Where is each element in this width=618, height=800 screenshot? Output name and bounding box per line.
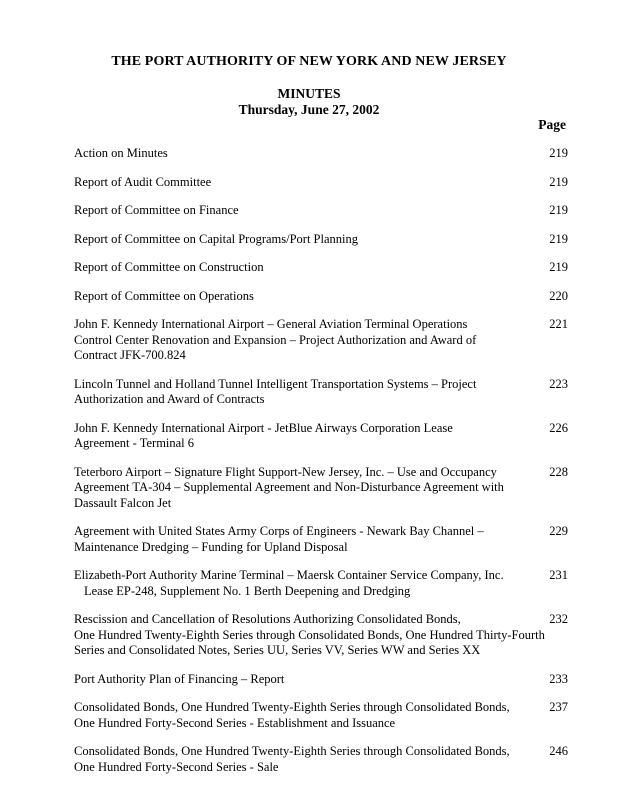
toc-entry-page-number: 223 [549, 376, 568, 391]
toc-entry-line: One Hundred Twenty-Eighth Series through Consolidated Bonds, One Hundred Thirty-Fourth [74, 627, 545, 642]
minutes-title: MINUTES [277, 86, 341, 101]
toc-entry-line: Contract JFK-700.824 [74, 348, 186, 362]
toc-entry-line: Series and Consolidated Notes, Series UU, Series VV, Series WW and Series XX [74, 643, 481, 657]
toc-entry-title [74, 317, 524, 364]
toc-entry-line: Agreement with United States Army Corps of Engineers - Newark Bay Channel – [74, 524, 484, 538]
toc-entry [74, 612, 568, 659]
toc-entry-title [74, 744, 524, 775]
toc-entry-title [74, 465, 524, 512]
toc-entry [74, 377, 568, 408]
toc-entry [74, 260, 568, 276]
toc-entry-line: Action on Minutes [74, 146, 168, 160]
toc-entry-title [74, 700, 524, 731]
toc-entry [74, 175, 568, 191]
toc-entry-line: Report of Committee on Construction [74, 260, 264, 274]
toc-entry-line: Report of Audit Committee [74, 174, 212, 189]
toc-entry-page-number: 231 [549, 568, 568, 582]
toc-entry-line: Elizabeth-Port Authority Marine Terminal – Maersk Container Service Company, Inc. [74, 568, 504, 582]
toc-entry-title [74, 568, 524, 599]
toc-entry-title [74, 203, 524, 219]
toc-entry-page-number: 237 [549, 700, 568, 714]
toc-entry [74, 744, 568, 775]
toc-entry-title [74, 289, 524, 305]
toc-entry-page-number: 219 [549, 231, 568, 246]
toc-entry-page-number: 219 [549, 203, 568, 217]
toc-entry-line: Authorization and Award of Contracts [74, 392, 265, 406]
toc-entry [74, 289, 568, 305]
toc-entry [74, 672, 568, 688]
toc-entry-title [74, 146, 524, 162]
toc-entry-line: John F. Kennedy International Airport – General Aviation Terminal Operations [74, 317, 468, 331]
toc-entry-title [74, 260, 524, 276]
toc-entry [74, 524, 568, 555]
toc-entry-title [74, 612, 545, 659]
toc-entry-line: Rescission and Cancellation of Resolutions Authorizing Consolidated Bonds, [74, 612, 461, 626]
table-of-contents [74, 146, 568, 788]
toc-entry-page-number: 246 [549, 744, 568, 758]
toc-entry [74, 465, 568, 512]
toc-entry-line: Dassault Falcon Jet [74, 495, 172, 510]
organization-title: THE PORT AUTHORITY OF NEW YORK AND NEW JERSEY [111, 54, 507, 69]
meeting-date: Thursday, June 27, 2002 [238, 102, 380, 117]
toc-entry [74, 203, 568, 219]
toc-entry [74, 232, 568, 248]
toc-entry-page-number: 229 [549, 524, 568, 538]
toc-entry-page-number: 226 [549, 420, 568, 435]
toc-entry-line: Agreement TA-304 – Supplemental Agreement and Non-Disturbance Agreement with [74, 480, 504, 494]
toc-entry-title [74, 421, 524, 452]
toc-entry-line: Consolidated Bonds, One Hundred Twenty-Eighth Series through Consolidated Bonds, [74, 700, 510, 714]
toc-entry-line: Lease EP-248, Supplement No. 1 Berth Deepening and Dredging [84, 583, 411, 598]
toc-entry-line: Consolidated Bonds, One Hundred Twenty-Eighth Series through Consolidated Bonds, [74, 744, 510, 758]
toc-entry-title [74, 672, 524, 688]
toc-entry-line: One Hundred Forty-Second Series - Establishment and Issuance [74, 715, 396, 730]
toc-entry-page-number: 220 [549, 288, 568, 303]
toc-entry-line: Port Authority Plan of Financing – Report [74, 671, 285, 686]
toc-entry-title [74, 232, 524, 248]
toc-entry-title [74, 524, 524, 555]
toc-entry-line: Lincoln Tunnel and Holland Tunnel Intelligent Transportation Systems – Project [74, 376, 477, 391]
toc-entry [74, 568, 568, 599]
toc-entry-page-number: 228 [549, 464, 568, 479]
page-column-header: Page [538, 117, 566, 132]
toc-entry-page-number: 232 [549, 612, 568, 626]
toc-entry [74, 421, 568, 452]
toc-entry-page-number: 219 [549, 146, 568, 160]
toc-entry-page-number: 221 [549, 317, 568, 331]
toc-entry-line: Teterboro Airport – Signature Flight Support-New Jersey, Inc. – Use and Occupancy [74, 464, 497, 479]
toc-entry-title [74, 175, 524, 191]
toc-entry-line: Report of Committee on Finance [74, 203, 239, 217]
document-heading [0, 86, 618, 118]
toc-entry [74, 317, 568, 364]
toc-entry-line: Agreement - Terminal 6 [74, 436, 195, 450]
toc-entry-page-number: 219 [549, 260, 568, 274]
toc-entry [74, 146, 568, 162]
toc-entry-line: John F. Kennedy International Airport - JetBlue Airways Corporation Lease [74, 420, 453, 435]
toc-entry-line: Control Center Renovation and Expansion – Project Authorization and Award of [74, 332, 477, 347]
toc-entry-line: Maintenance Dredging – Funding for Upland Disposal [74, 539, 348, 554]
toc-entry-page-number: 233 [549, 671, 568, 686]
toc-entry-title [74, 377, 524, 408]
toc-entry-line: One Hundred Forty-Second Series - Sale [74, 759, 279, 774]
toc-entry [74, 700, 568, 731]
toc-entry-page-number: 219 [549, 174, 568, 189]
toc-entry-line: Report of Committee on Operations [74, 288, 254, 303]
toc-entry-line: Report of Committee on Capital Programs/Port Planning [74, 231, 359, 246]
